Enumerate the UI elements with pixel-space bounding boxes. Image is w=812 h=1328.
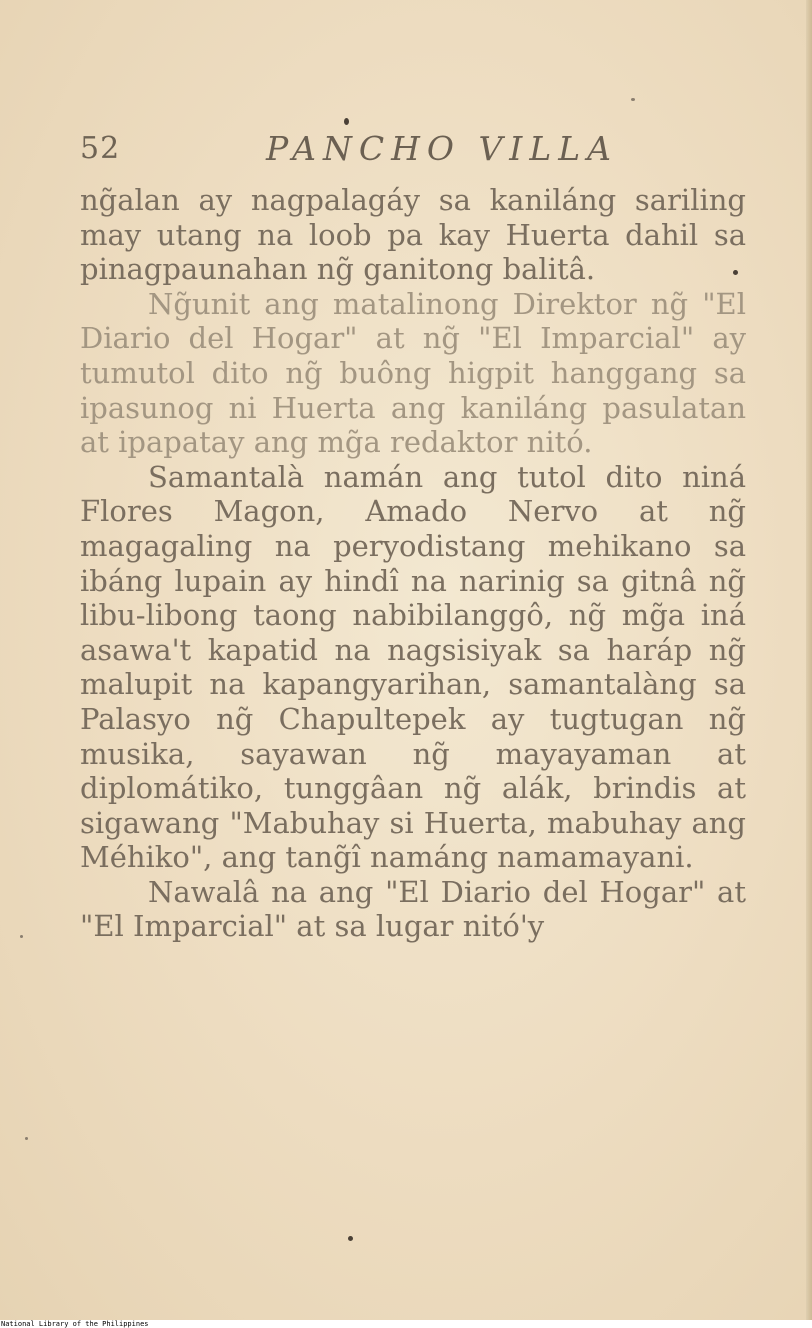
paragraph-3: Samantalà namán ang tutol dito niná Flores Magon, Amado Nervo at ng̃ magagaling na peryodistang mehikano sa ibáng lupain ay hindî na narinig sa gitnâ ng̃ libu-libong taong nabibilanggô, ng̃ mg̃a iná asawa't kapatid na nagsisiyak sa haráp ng̃ malupit na kapangyarihan, samantalàng sa Palasyo ng̃ Chapultepek ay tugtugan ng̃ musika, sayawan ng̃ mayayaman at diplomátiko, tunggâan ng̃ alák, brindis at sigawang "Mabuhay si Huerta, mabuhay ang Méhiko", ang tang̃î namáng namamayani. — [80, 459, 746, 875]
ink-speck — [733, 270, 738, 275]
body-text — [80, 183, 746, 944]
page-number: 52 — [80, 131, 121, 166]
page-header — [80, 125, 740, 175]
page-edge-shadow — [806, 0, 812, 1320]
running-title: PANCHO VILLA — [266, 129, 618, 168]
ink-speck — [631, 98, 635, 101]
credit-text: National Library of the Philippines — [1, 1320, 149, 1328]
ink-speck — [344, 118, 349, 125]
ink-speck — [25, 1137, 28, 1140]
ink-speck — [20, 935, 23, 938]
paragraph-1: ng̃alan ay nagpalagáy sa kaniláng sariling may utang na loob pa kay Huerta dahil sa pinagpaunahan ng̃ ganitong balitâ. — [80, 183, 746, 287]
ink-speck — [348, 1236, 353, 1241]
footer-credit — [0, 1320, 812, 1328]
paragraph-2: Ng̃unit ang matalinong Direktor ng̃ "El Diario del Hogar" at ng̃ "El Imparcial" ay tumutol dito ng̃ buông higpit hanggang sa ipasunog ni Huerta ang kaniláng pasulatan at ipapatay ang mg̃a redaktor nitó. — [80, 286, 746, 460]
paragraph-4: Nawalâ na ang "El Diario del Hogar" at "El Imparcial" at sa lugar nitó'y — [80, 874, 746, 944]
